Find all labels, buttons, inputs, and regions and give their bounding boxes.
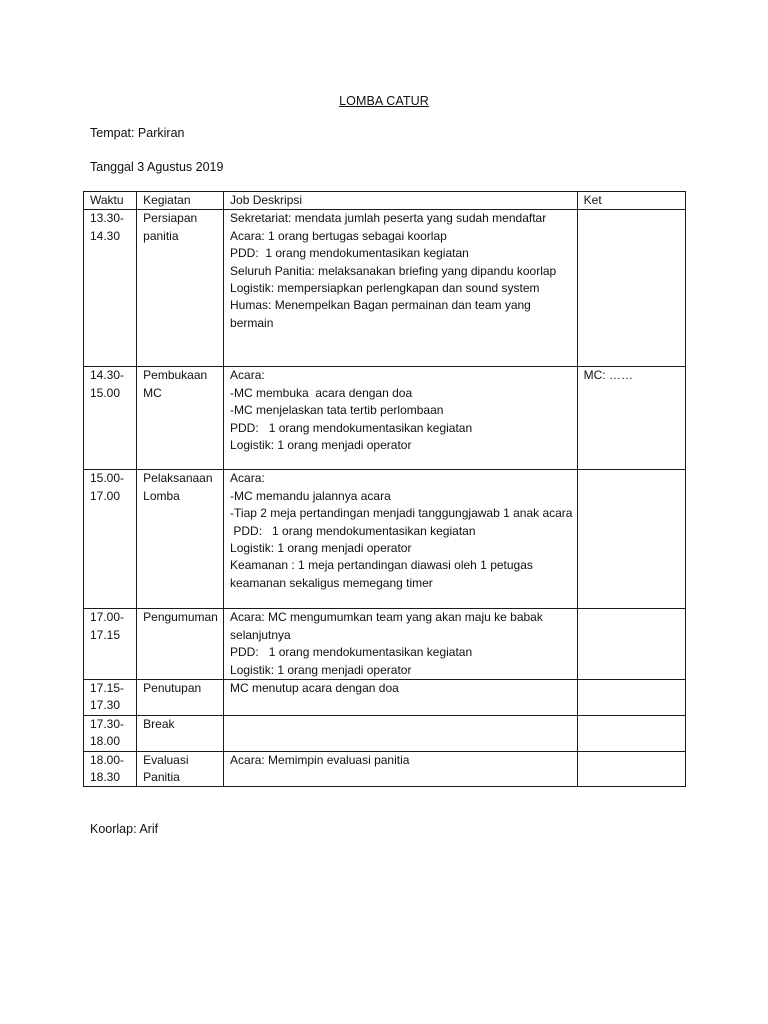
job-line: PDD: 1 orang mendokumentasikan kegiatan [230, 420, 473, 435]
job-line: Acara: [230, 368, 265, 383]
job-line: MC menutup acara dengan doa [230, 681, 399, 696]
job-deskripsi-cell [224, 680, 578, 716]
location-line: Tempat: Parkiran [90, 126, 185, 140]
header-kegiatan: Kegiatan [137, 192, 224, 210]
job-line: PDD: 1 orang mendokumentasikan kegiatan [230, 246, 469, 261]
job-deskripsi-cell [224, 470, 578, 609]
job-line: Acara: Memimpin evaluasi panitia [230, 752, 410, 767]
table-row [84, 210, 686, 367]
kegiatan-cell: Break [137, 715, 224, 751]
table-body [84, 210, 686, 787]
job-line: Keamanan : 1 meja pertandingan diawasi oleh 1 petugas keamanan sekaligus memegang timer [230, 558, 537, 590]
date-line: Tanggal 3 Agustus 2019 [90, 160, 224, 174]
kegiatan-cell: Pengumuman [137, 609, 224, 680]
job-line: Seluruh Panitia: melaksanakan briefing yang dipandu koorlap [230, 263, 557, 278]
job-deskripsi-cell [224, 367, 578, 470]
ket-cell [577, 715, 685, 751]
header-waktu: Waktu [84, 192, 137, 210]
table-row [84, 367, 686, 470]
ket-cell [577, 210, 685, 367]
waktu-cell: 17.00- 17.15 [84, 609, 137, 680]
table-header-row [84, 192, 686, 210]
schedule-table [83, 191, 686, 787]
table-row [84, 751, 686, 787]
job-line: -MC membuka acara dengan doa [230, 385, 413, 400]
job-line: Acara: [230, 471, 265, 486]
job-line: Logistik: 1 orang menjadi operator [230, 438, 412, 453]
document-title: LOMBA CATUR [339, 94, 429, 108]
ket-cell [577, 680, 685, 716]
kegiatan-cell: Pembukaan MC [137, 367, 224, 470]
waktu-cell: 15.00- 17.00 [84, 470, 137, 609]
waktu-cell: 13.30- 14.30 [84, 210, 137, 367]
table-row [84, 715, 686, 751]
table-row [84, 680, 686, 716]
ket-cell [577, 751, 685, 787]
waktu-cell: 18.00- 18.30 [84, 751, 137, 787]
job-deskripsi-cell [224, 210, 578, 367]
job-line: -MC memandu jalannya acara [230, 488, 391, 503]
job-deskripsi-cell [224, 609, 578, 680]
job-line: Logistik: 1 orang menjadi operator [230, 662, 412, 677]
job-line: -Tiap 2 meja pertandingan menjadi tanggungjawab 1 anak acara [230, 506, 573, 521]
job-line: Acara: MC mengumumkan team yang akan maju ke babak selanjutnya [230, 610, 547, 642]
job-line: Logistik: mempersiapkan perlengkapan dan sound system [230, 281, 540, 296]
job-line: Sekretariat: mendata jumlah peserta yang sudah mendaftar [230, 211, 547, 226]
job-line: PDD: 1 orang mendokumentasikan kegiatan [230, 523, 476, 538]
kegiatan-cell: Evaluasi Panitia [137, 751, 224, 787]
kegiatan-cell: Persiapan panitia [137, 210, 224, 367]
koorlap-line: Koorlap: Arif [90, 822, 159, 836]
waktu-cell: 14.30- 15.00 [84, 367, 137, 470]
ket-cell: MC: …… [577, 367, 685, 470]
header-ket: Ket [577, 192, 685, 210]
ket-cell [577, 609, 685, 680]
table-row [84, 609, 686, 680]
job-line: Acara: 1 orang bertugas sebagai koorlap [230, 228, 447, 243]
job-line: Logistik: 1 orang menjadi operator [230, 541, 412, 556]
job-deskripsi-cell [224, 751, 578, 787]
kegiatan-cell: Penutupan [137, 680, 224, 716]
table-row [84, 470, 686, 609]
kegiatan-cell: Pelaksanaan Lomba [137, 470, 224, 609]
ket-cell [577, 470, 685, 609]
job-deskripsi-cell [224, 715, 578, 751]
job-line: Humas: Menempelkan Bagan permainan dan team yang bermain [230, 298, 535, 330]
waktu-cell: 17.30- 18.00 [84, 715, 137, 751]
waktu-cell: 17.15- 17.30 [84, 680, 137, 716]
job-line: -MC menjelaskan tata tertib perlombaan [230, 403, 444, 418]
job-line: PDD: 1 orang mendokumentasikan kegiatan [230, 645, 473, 660]
header-job-deskripsi: Job Deskripsi [224, 192, 578, 210]
